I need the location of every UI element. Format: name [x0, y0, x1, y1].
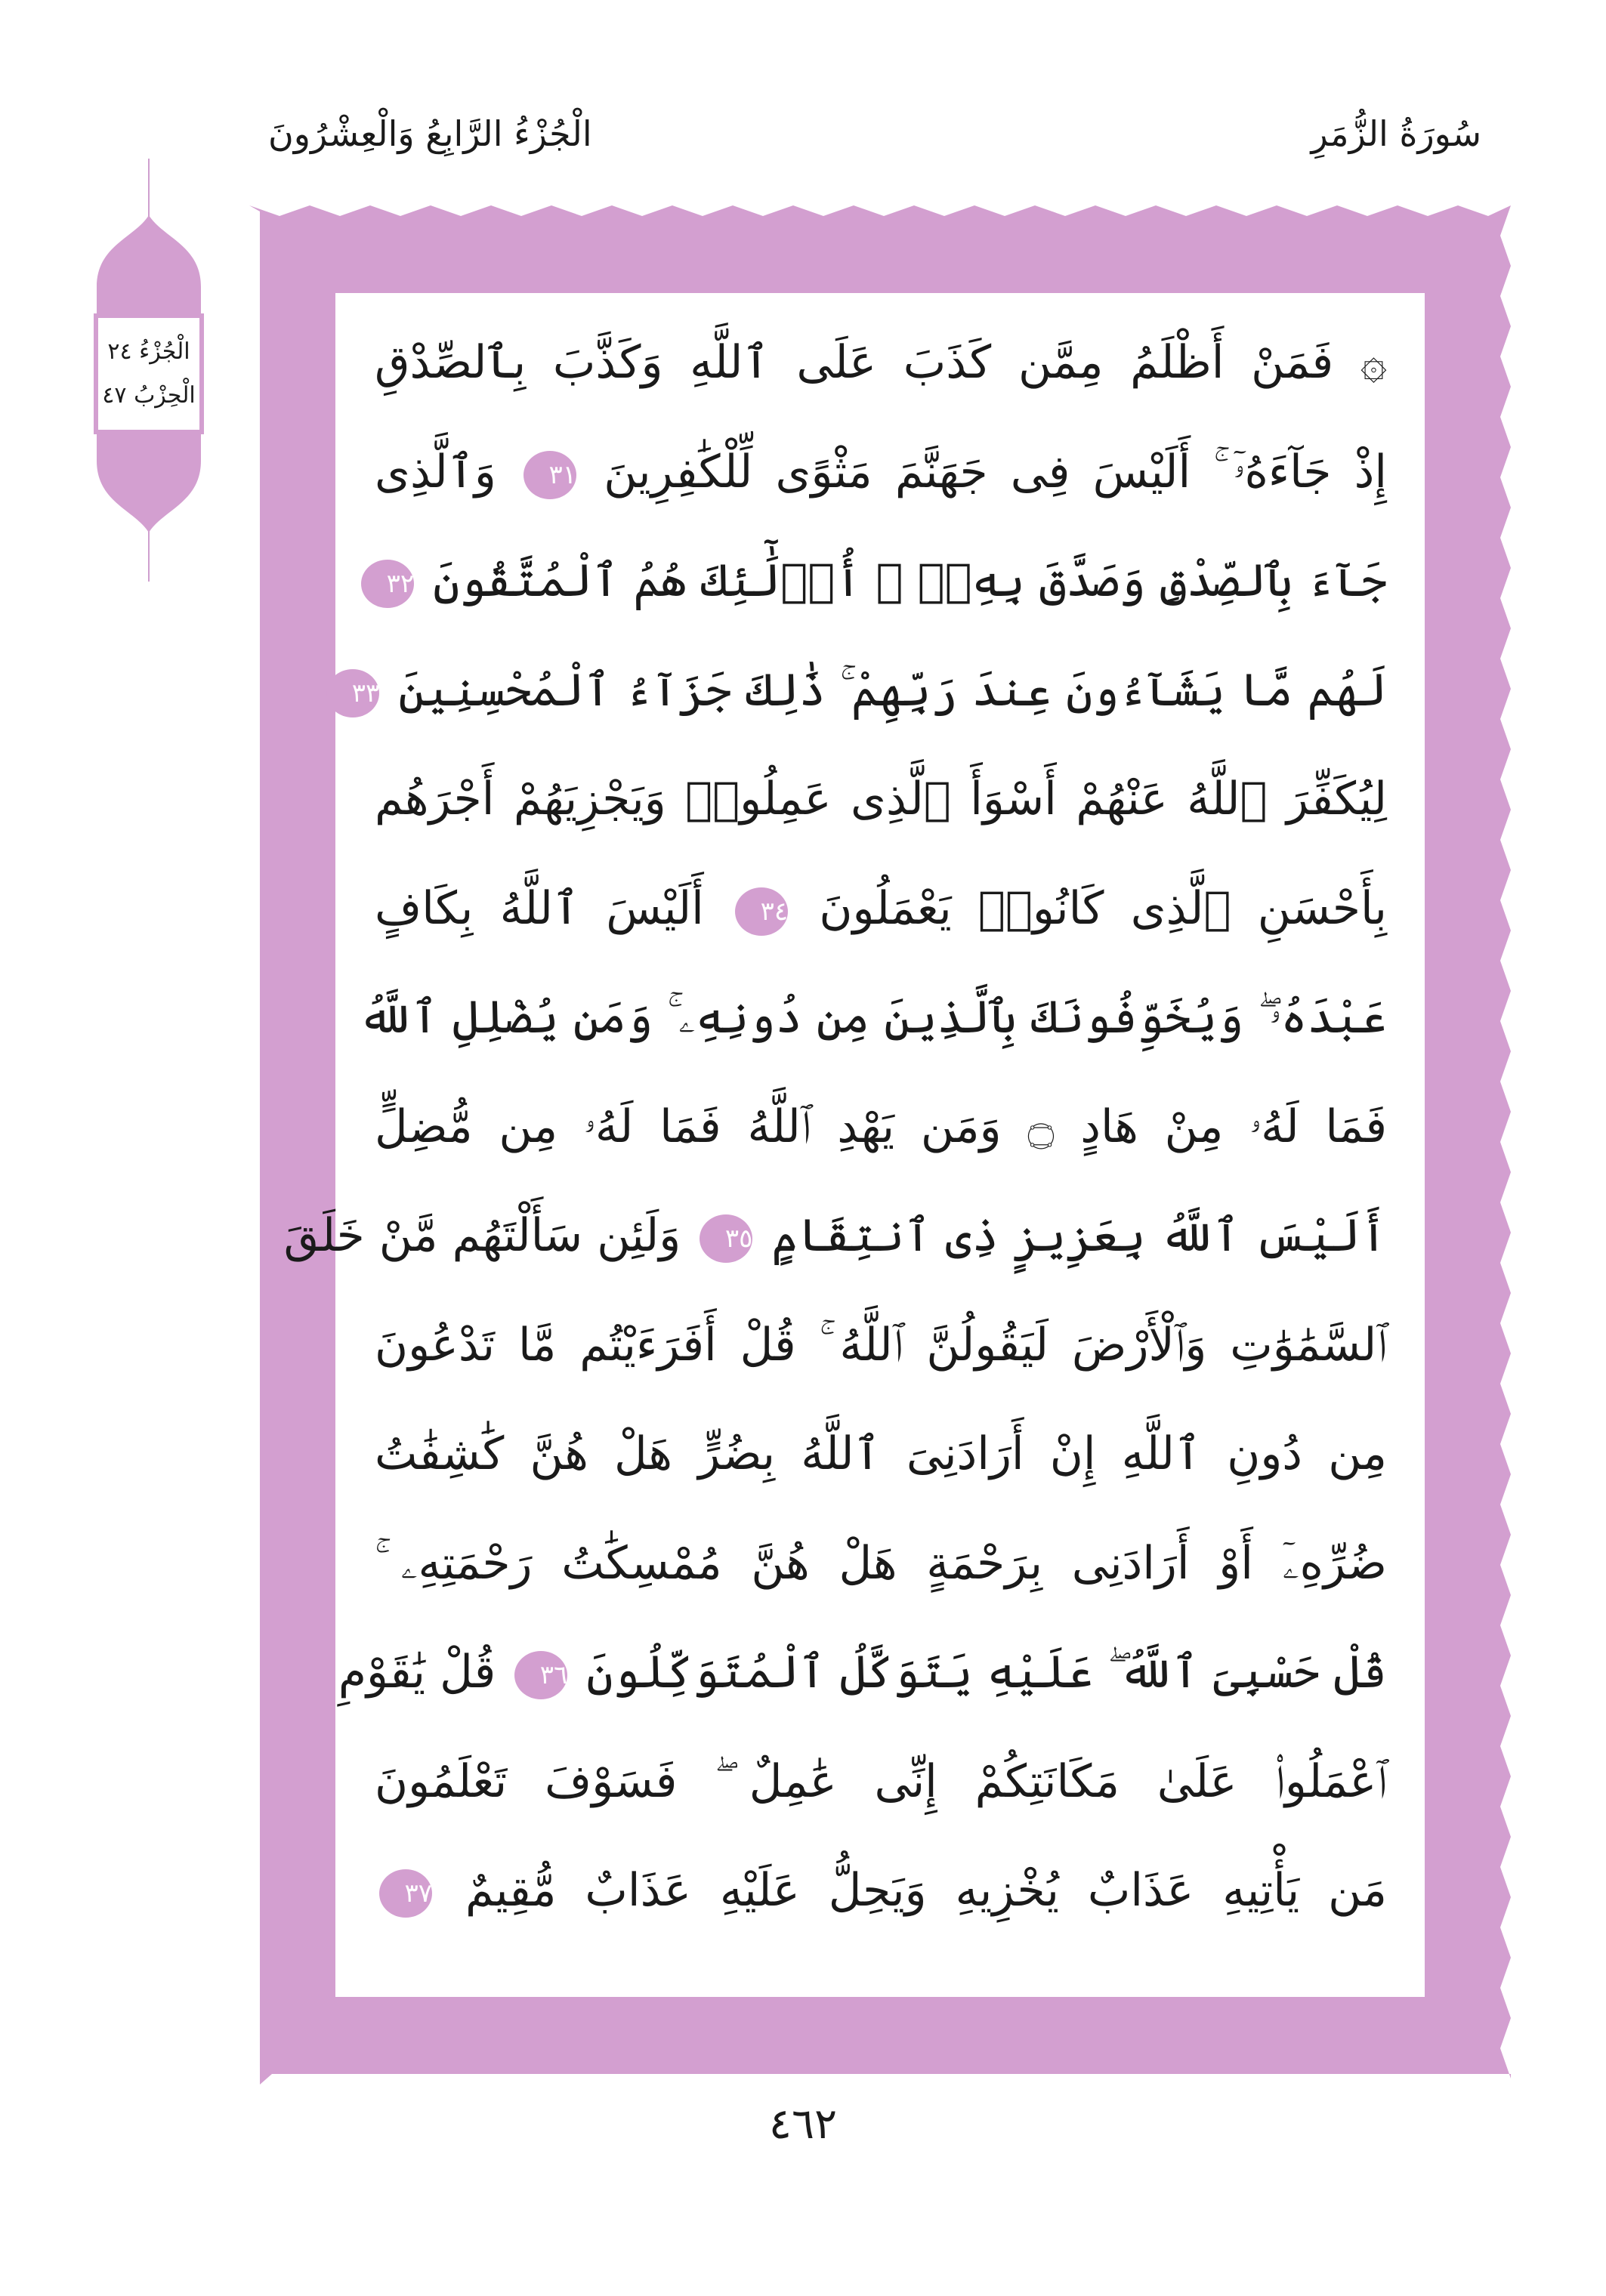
ayah-number-marker: ٣٤: [735, 887, 788, 936]
line-text: إِذْ جَآءَهُۥٓ ۚ أَلَيْسَ فِى جَهَنَّمَ مَثْوًى لِّلْكَٰفِرِينَ: [604, 445, 1388, 498]
text-line: [351, 656, 1387, 724]
line-text: ٱعْمَلُوا۟ عَلَىٰ مَكَانَتِكُمْ إِنِّى عَٰمِلٌ ۖ فَسَوْفَ تَعْلَمُونَ: [375, 1754, 1387, 1808]
line-text: قُلْ حَسْبِىَ ٱللَّهُ ۖ عَلَيْهِ يَتَوَكَّلُ ٱلْمُتَوَكِّلُونَ: [586, 1646, 1387, 1699]
line-text: بِأَحْسَنِ ٱلَّذِى كَانُوا۟ يَعْمَلُونَ: [819, 881, 1387, 935]
line-text: ضُرِّهِۦٓ أَوْ أَرَادَنِى بِرَحْمَةٍ هَلْ هُنَّ مُمْسِكَٰتُ رَحْمَتِهِۦ ۚ: [375, 1536, 1387, 1590]
line-text: لِيُكَفِّرَ ٱللَّهُ عَنْهُمْ أَسْوَأَ ٱلَّذِى عَمِلُوا۟ وَيَجْزِيَهُمْ أَجْرَهُم: [375, 773, 1387, 826]
line-text: جَآءَ بِٱلصِّدْقِ وَصَدَّقَ بِهِۦٓ ۙ أُو۟لَٰٓئِكَ هُمُ ٱلْمُتَّقُونَ: [433, 554, 1387, 607]
line-text: أَلَيْسَ ٱللَّهُ بِعَزِيزٍ ذِى ٱنتِقَامٍ: [771, 1209, 1387, 1262]
ayah-number-marker: ٣١: [523, 451, 576, 499]
line-text-after: وَلَئِن سَأَلْتَهُم مَّنْ خَلَقَ: [283, 1209, 681, 1262]
ayah-number-marker: ٣٣: [326, 669, 379, 718]
ayah-number-marker: ٣٦: [514, 1651, 567, 1699]
text-line: [375, 875, 1387, 943]
text-line: [375, 1856, 1387, 1924]
line-text-after: قُلْ يَٰقَوْمِ: [338, 1646, 496, 1699]
line-text: مَن يَأْتِيهِ عَذَابٌ يُخْزِيهِ وَيَحِلُّ عَلَيْهِ عَذَابٌ مُّقِيمٌ: [465, 1864, 1387, 1917]
line-text: ٱلسَّمَٰوَٰتِ وَٱلْأَرْضَ لَيَقُولُنَّ ٱللَّهُ ۚ قُلْ أَفَرَءَيْتُم مَّا تَدْعُونَ: [375, 1318, 1387, 1372]
juz-marker-label: الْجُزْءُ ٢٤: [107, 338, 190, 365]
ayah-number-marker: ٣٢: [361, 560, 414, 608]
text-line: [375, 1420, 1387, 1488]
text-line: [375, 1529, 1387, 1597]
ayah-number-marker: ٣٧: [379, 1869, 432, 1918]
line-text: لَهُم مَّا يَشَآءُونَ عِندَ رَبِّهِمْ ۚ ذَٰلِكَ جَزَآءُ ٱلْمُحْسِنِينَ: [398, 663, 1387, 717]
juz-hizb-marker: [94, 313, 204, 434]
text-line: [358, 983, 1387, 1051]
line-text-after: أَلَيْسَ ٱللَّهُ بِكَافٍ: [375, 881, 704, 935]
text-line: [283, 1202, 1387, 1270]
juz-title: الْجُزْءُ الرَّابِعُ وَالْعِشْرُونَ: [268, 113, 592, 154]
line-text: عَبْدَهُۥ ۖ وَيُخَوِّفُونَكَ بِٱلَّذِينَ مِن دُونِهِۦ ۚ وَمَن يُضْلِلِ ٱللَّهُ: [358, 991, 1387, 1044]
text-line: [338, 1638, 1387, 1706]
line-text: مِن دُونِ ٱللَّهِ إِنْ أَرَادَنِىَ ٱللَّهُ بِضُرٍّ هَلْ هُنَّ كَٰشِفَٰتُ: [375, 1427, 1387, 1480]
text-line: [375, 547, 1387, 615]
text-line: [375, 1093, 1387, 1161]
text-line: [375, 765, 1387, 833]
surah-name: سُورَةُ الزُّمَرِ: [1311, 113, 1481, 154]
line-text: فَمَا لَهُۥ مِنْ هَادٍ ۝ وَمَن يَهْدِ ٱللَّهُ فَمَا لَهُۥ مِن مُّضِلٍّ: [375, 1100, 1388, 1153]
line-text: ۞ فَمَنْ أَظْلَمُ مِمَّن كَذَبَ عَلَى ٱللَّهِ وَكَذَّبَ بِٱلصِّدْقِ: [375, 336, 1387, 389]
text-line: [375, 1748, 1387, 1816]
line-text-after: وَٱلَّذِى: [375, 445, 496, 498]
hizb-marker-label: الْحِزْبُ ٤٧: [102, 382, 196, 409]
page-number: ٤٦٢: [768, 2100, 838, 2149]
text-line: [375, 1311, 1387, 1379]
text-line: [375, 438, 1387, 506]
text-line: [375, 329, 1387, 397]
ayah-number-marker: ٣٥: [700, 1214, 752, 1263]
